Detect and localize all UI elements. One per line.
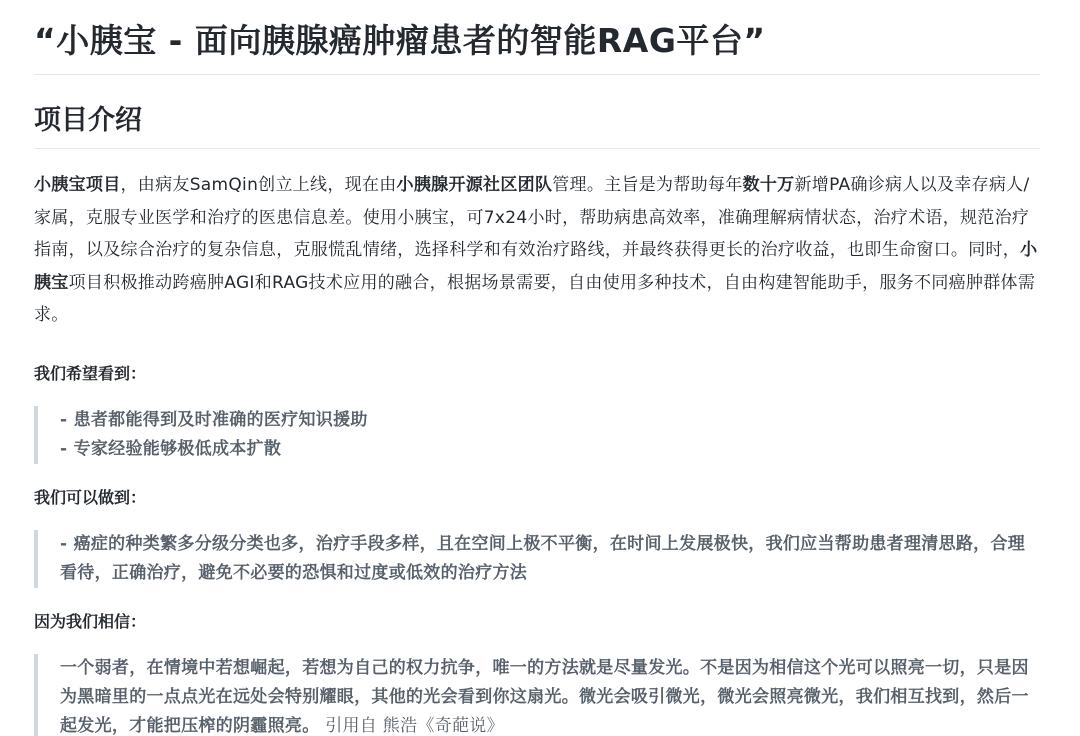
can-do-label: 我们可以做到： [34,487,147,507]
believe-quote-text: 一个弱者，在情境中若想崛起，若想为自己的权力抗争，唯一的方法就是尽量发光。不是因为相信这个光可以照亮一切，只是因为黑暗里的一点点光在远处会特别耀眼，其他的光会看到你这扇光。微光会吸引微光，微光会照亮微光，我们相互找到，然后一起发光，才能把压榨的阴霾照亮。 [60,657,1029,736]
intro-text-2: 管理。主旨是为帮助每年 [552,175,743,195]
intro-bold-count: 数十万 [742,175,795,195]
intro-text-3: 新增PA确诊病人以及幸存病人/家属，克服专业医学和治疗的医患信息差。使用小胰宝，可7x24小时，帮助病患高效率，准确理解病情状态，治疗术语，规范治疗指南，以及综合治疗的复杂信息，克服慌乱情绪，选择科学和有效治疗路线，并最终获得更长的治疗收益，也即生命窗口。同时， [34,175,1030,260]
intro-paragraph [34,149,1040,332]
intro-bold-team: 小胰腺开源社区团队 [396,175,553,195]
section-heading-intro: 项目介绍 [34,75,1040,149]
hope-item: - 患者都能得到及时准确的医疗知识援助 [60,409,368,430]
believe-quote [34,654,1040,736]
intro-bold-project-2: 小胰宝 [34,240,1038,293]
can-do-quote [34,530,1040,588]
believe-label: 因为我们相信： [34,611,147,631]
intro-text-1: ，由病友SamQin创立上线，现在由 [120,175,397,195]
page-title: “小胰宝 - 面向胰腺癌肿瘤患者的智能RAG平台” [34,0,1040,75]
believe-citation: 引用自 熊浩《奇葩说》 [319,715,504,736]
document [34,0,1040,736]
can-do-item: - 癌症的种类繁多分级分类也多，治疗手段多样，且在空间上极不平衡，在时间上发展极快，我们应当帮助患者理清思路，合理看待，正确治疗，避免不必要的恐惧和过度或低效的治疗方法 [60,533,1026,583]
intro-text-4: 项目积极推动跨癌肿AGI和RAG技术应用的融合，根据场景需要，自由使用多种技术，自由构建智能助手，服务不同癌肿群体需求。 [34,272,1036,325]
intro-bold-project: 小胰宝项目 [34,175,121,195]
hope-quote [34,406,1040,464]
hope-item: - 专家经验能够极低成本扩散 [60,438,282,459]
hope-label: 我们希望看到： [34,363,147,383]
